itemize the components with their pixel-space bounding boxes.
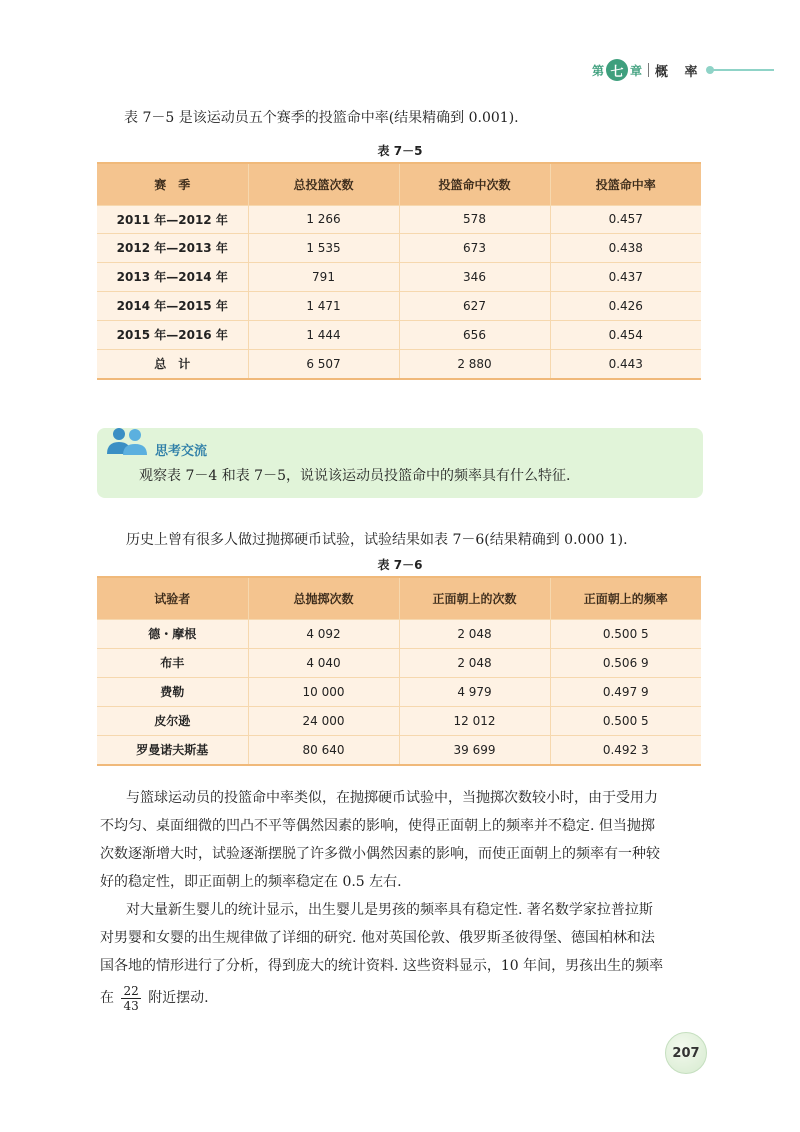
table-row: [97, 320, 701, 349]
table-cell: 2 048: [399, 619, 550, 648]
chapter-header: [592, 58, 774, 82]
table-cell: 791: [248, 262, 399, 291]
table-cell: 2011 年—2012 年: [97, 205, 248, 233]
column-header: 总投篮次数: [248, 163, 399, 205]
table-row: [97, 205, 701, 233]
text-line: 对男婴和女婴的出生规律做了详细的研究. 他对英国伦敦、俄罗斯圣彼得堡、德国柏林和法: [100, 930, 655, 946]
chapter-number-badge: 七: [606, 59, 628, 81]
table-cell: 费勒: [97, 677, 248, 706]
table-cell: 673: [399, 233, 550, 262]
header-decor-line: [708, 69, 774, 71]
table-header-row: [97, 577, 701, 619]
table-cell: 0.457: [550, 205, 701, 233]
table-row: [97, 735, 701, 765]
table-header-row: [97, 163, 701, 205]
table-cell: 1 535: [248, 233, 399, 262]
body-paragraph-1: [100, 784, 710, 896]
header-separator: [648, 63, 649, 77]
table-cell: 0.500 5: [550, 619, 701, 648]
column-header: 投篮命中率: [550, 163, 701, 205]
table-row: [97, 233, 701, 262]
think-discuss-box: [97, 428, 703, 498]
column-header: 正面朝上的频率: [550, 577, 701, 619]
table6-caption: 表 7－6: [377, 558, 423, 572]
table-cell: 578: [399, 205, 550, 233]
intro-text-2: 历史上曾有很多人做过抛掷硬币试验，试验结果如表 7－6(结果精确到 0.000 1).: [126, 532, 628, 548]
table-cell: 2 048: [399, 648, 550, 677]
table-cell: 4 979: [399, 677, 550, 706]
people-icon: [105, 426, 153, 456]
table-cell: 4 040: [248, 648, 399, 677]
table-cell: 2012 年—2013 年: [97, 233, 248, 262]
fraction-numerator: 22: [123, 983, 139, 998]
table-cell: 0.506 9: [550, 648, 701, 677]
table-cell: 1 471: [248, 291, 399, 320]
chapter-suffix: 章: [630, 63, 643, 78]
table-cell: 0.426: [550, 291, 701, 320]
table-row: [97, 648, 701, 677]
table-cell: 德・摩根: [97, 619, 248, 648]
table-row: [97, 262, 701, 291]
table-cell: 布丰: [97, 648, 248, 677]
table-cell: 总 计: [97, 349, 248, 379]
table-cell: 80 640: [248, 735, 399, 765]
text-line: 好的稳定性，即正面朝上的频率稳定在 0.5 左右.: [100, 874, 402, 890]
table-cell: 0.443: [550, 349, 701, 379]
table-cell: 2014 年—2015 年: [97, 291, 248, 320]
table-cell: 0.454: [550, 320, 701, 349]
table-cell: 6 507: [248, 349, 399, 379]
table-cell: 皮尔逊: [97, 706, 248, 735]
fraction-denominator: 43: [123, 998, 139, 1013]
table-row: [97, 706, 701, 735]
table-cell: 0.492 3: [550, 735, 701, 765]
text-line: 不均匀、桌面细微的凹凸不平等偶然因素的影响，使得正面朝上的频率并不稳定. 但当抛掷: [100, 818, 655, 834]
table5-caption: 表 7－5: [377, 144, 423, 158]
table-cell: 24 000: [248, 706, 399, 735]
table-cell: 346: [399, 262, 550, 291]
table-cell: 1 266: [248, 205, 399, 233]
text-line: 次数逐渐增大时，试验逐渐摆脱了许多微小偶然因素的影响，而使正面朝上的频率有一种较: [100, 846, 660, 862]
text-fragment: 附近摆动.: [148, 990, 209, 1006]
table-cell: 656: [399, 320, 550, 349]
chapter-prefix: 第: [592, 63, 605, 78]
table-row: [97, 291, 701, 320]
intro-text-1: 表 7－5 是该运动员五个赛季的投篮命中率(结果精确到 0.001).: [124, 110, 519, 126]
think-title: 思考交流: [155, 444, 208, 459]
column-header: 总抛掷次数: [248, 577, 399, 619]
think-body: 观察表 7－4 和表 7－5，说说该运动员投篮命中的频率具有什么特征.: [139, 468, 571, 484]
table-cell: 10 000: [248, 677, 399, 706]
column-header: 正面朝上的次数: [399, 577, 550, 619]
chapter-title: 概 率: [655, 64, 704, 80]
table-cell: 罗曼诺夫斯基: [97, 735, 248, 765]
column-header: 投篮命中次数: [399, 163, 550, 205]
table-cell: 2013 年—2014 年: [97, 262, 248, 291]
table-row-total: [97, 349, 701, 379]
table-cell: 0.437: [550, 262, 701, 291]
table-7-6: [97, 576, 701, 766]
page-number: 207: [665, 1032, 707, 1074]
fraction: [121, 984, 140, 1013]
table-cell: 627: [399, 291, 550, 320]
table-row: [97, 619, 701, 648]
table-cell: 1 444: [248, 320, 399, 349]
text-line-fraction: [100, 980, 710, 1016]
table-cell: 39 699: [399, 735, 550, 765]
column-header: 试验者: [97, 577, 248, 619]
text-fragment: 在: [100, 990, 114, 1006]
table-row: [97, 677, 701, 706]
table-cell: 0.438: [550, 233, 701, 262]
table-cell: 4 092: [248, 619, 399, 648]
table-cell: 0.497 9: [550, 677, 701, 706]
column-header: 赛 季: [97, 163, 248, 205]
table-7-5: [97, 162, 701, 380]
table-cell: 2015 年—2016 年: [97, 320, 248, 349]
table-cell: 0.500 5: [550, 706, 701, 735]
text-line: 对大量新生婴儿的统计显示，出生婴儿是男孩的频率具有稳定性. 著名数学家拉普拉斯: [126, 902, 653, 918]
text-line: 国各地的情形进行了分析，得到庞大的统计资料. 这些资料显示，10 年间，男孩出生的频率: [100, 958, 664, 974]
table-cell: 2 880: [399, 349, 550, 379]
body-paragraph-2: [100, 896, 710, 1016]
table-cell: 12 012: [399, 706, 550, 735]
text-line: 与篮球运动员的投篮命中率类似，在抛掷硬币试验中，当抛掷次数较小时，由于受用力: [126, 790, 658, 806]
